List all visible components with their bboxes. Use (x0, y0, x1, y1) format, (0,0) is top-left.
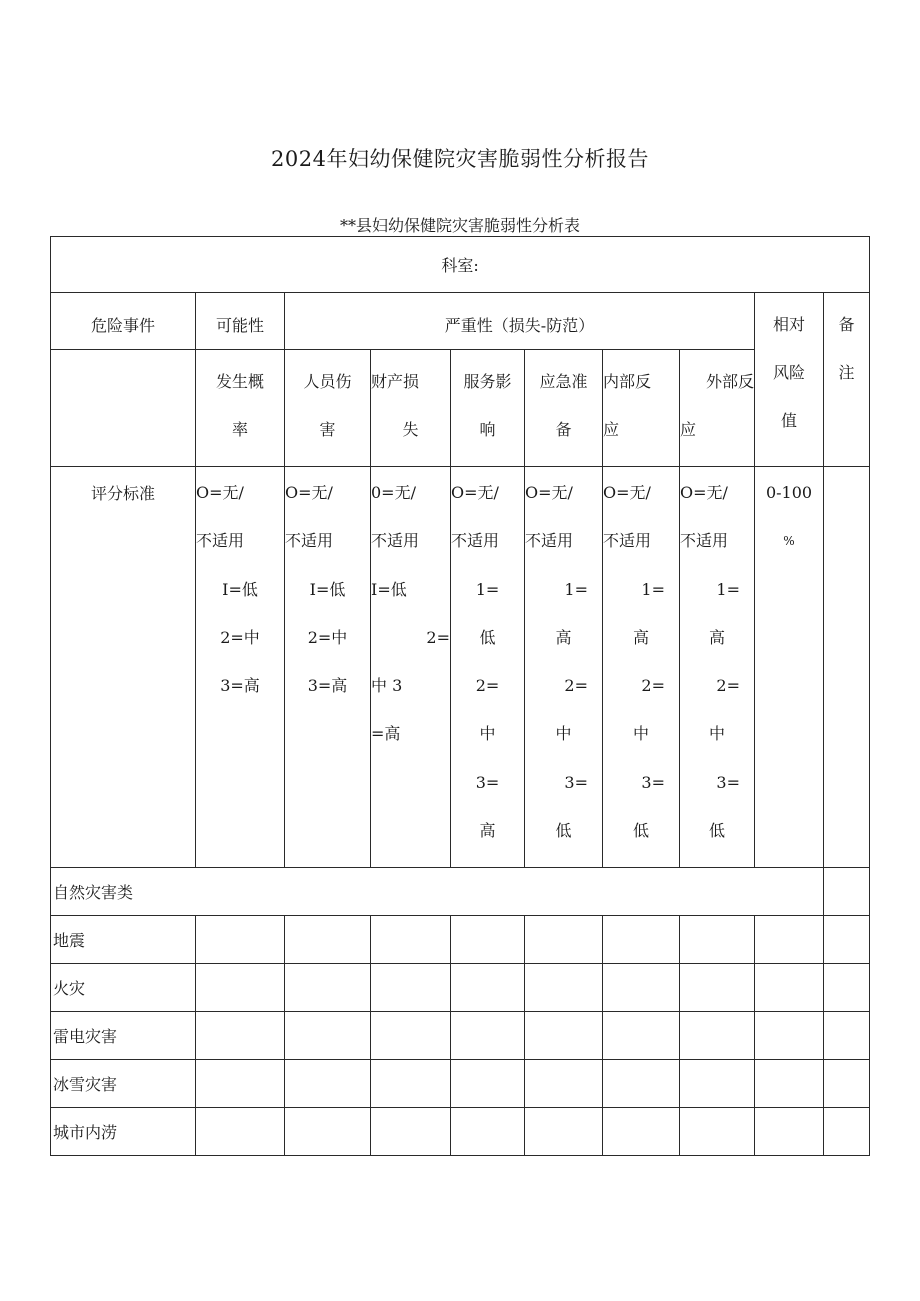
emergency-line-1: 应急准 (539, 372, 588, 391)
score-cell[interactable] (680, 1012, 755, 1060)
vulnerability-analysis-table (50, 236, 870, 1156)
header-hazard-event: 危险事件 (51, 293, 196, 350)
score-cell[interactable] (525, 916, 603, 964)
score-cell[interactable] (525, 1012, 603, 1060)
score-cell[interactable] (285, 1060, 371, 1108)
criteria-line: O=无/ (680, 483, 728, 502)
criteria-label: 评分标准 (51, 467, 196, 868)
criteria-line: 低 (708, 821, 725, 841)
criteria-line: 高 (632, 627, 649, 647)
score-cell[interactable] (680, 1060, 755, 1108)
score-cell[interactable] (525, 1060, 603, 1108)
score-cell[interactable] (525, 1108, 603, 1156)
header-occurrence-probability (196, 350, 285, 467)
hazard-earthquake: 地震 (51, 916, 196, 964)
criteria-line: 2= (716, 676, 740, 696)
score-cell[interactable] (371, 1108, 451, 1156)
criteria-line: 3=高 (220, 676, 260, 696)
criteria-line: 3=高 (307, 676, 348, 696)
criteria-property (371, 467, 451, 868)
criteria-line: =高 (371, 724, 401, 744)
criteria-line: 高 (479, 821, 496, 841)
criteria-line: 中 (479, 724, 496, 744)
criteria-line: 2= (564, 676, 588, 696)
criteria-relative-risk (755, 467, 824, 868)
injury-line-2: 害 (319, 420, 336, 439)
criteria-line: 0=无/ (371, 483, 416, 502)
department-label: 科室: (441, 256, 479, 275)
criteria-line: 2= (426, 627, 450, 647)
table-row (51, 1060, 870, 1108)
remarks-line-2: 注 (838, 363, 855, 382)
criteria-line: 1= (716, 579, 740, 599)
score-cell[interactable] (525, 964, 603, 1012)
criteria-line: 3= (716, 772, 740, 792)
table-title: **县妇幼保健院灾害脆弱性分析表 (339, 216, 580, 235)
remarks-line-1: 备 (838, 315, 855, 334)
criteria-line: 2= (641, 676, 665, 696)
department-cell (51, 237, 870, 293)
criteria-line: 不适用 (196, 531, 245, 551)
criteria-line: 低 (555, 821, 572, 841)
criteria-line: 不适用 (451, 531, 500, 551)
score-cell[interactable] (451, 1012, 525, 1060)
criteria-line: O=无/ (451, 483, 499, 502)
score-cell[interactable] (285, 1012, 371, 1060)
header-external-response (680, 350, 755, 467)
header-service-impact (451, 350, 525, 467)
table-row (51, 1012, 870, 1060)
criteria-line: 1= (475, 579, 500, 599)
header-severity: 严重性（损失-防范） (285, 293, 755, 350)
criteria-injury (285, 467, 371, 868)
header-personnel-injury (285, 350, 371, 467)
score-cell[interactable] (196, 1060, 285, 1108)
score-cell[interactable] (371, 964, 451, 1012)
header-internal-response (603, 350, 680, 467)
score-cell[interactable] (603, 1012, 680, 1060)
score-cell[interactable] (755, 1012, 824, 1060)
hazard-lightning: 雷电灾害 (51, 1012, 196, 1060)
criteria-line: 高 (555, 627, 572, 647)
occurrence-line-1: 发生概 (215, 372, 264, 391)
score-cell[interactable] (755, 964, 824, 1012)
criteria-line: I=低 (222, 579, 258, 599)
criteria-line: 2=中 (220, 627, 260, 647)
criteria-line: 3= (475, 772, 500, 792)
score-cell[interactable] (196, 916, 285, 964)
criteria-line: O=无/ (525, 483, 573, 502)
header-probability: 可能性 (196, 293, 285, 350)
criteria-line: 1= (641, 579, 665, 599)
criteria-line: 高 (708, 627, 725, 647)
service-line-2: 响 (479, 420, 496, 439)
score-cell[interactable] (196, 1012, 285, 1060)
criteria-line: 低 (479, 627, 496, 647)
occurrence-line-2: 率 (231, 420, 248, 439)
criteria-line: 3= (641, 772, 665, 792)
table-row (51, 964, 870, 1012)
criteria-line: 中 (555, 724, 572, 744)
score-cell[interactable] (603, 1060, 680, 1108)
criteria-external (680, 467, 755, 868)
internal-line-2: 应 (603, 420, 620, 439)
score-cell[interactable] (680, 916, 755, 964)
score-cell[interactable] (755, 1060, 824, 1108)
remarks-cell[interactable] (824, 1108, 870, 1156)
score-cell[interactable] (196, 1108, 285, 1156)
criteria-line: 不适用 (371, 531, 420, 551)
criteria-line: I=低 (309, 579, 346, 599)
injury-line-1: 人员伤 (303, 372, 352, 391)
score-cell[interactable] (755, 916, 824, 964)
criteria-line: 不适用 (603, 531, 652, 551)
score-cell[interactable] (451, 964, 525, 1012)
criteria-line: % (783, 534, 795, 549)
criteria-line: O=无/ (196, 483, 244, 502)
category-remarks-cell (824, 868, 870, 916)
relative-risk-line-3: 值 (780, 411, 797, 430)
criteria-line: 不适用 (285, 531, 334, 551)
relative-risk-line-1: 相对 (772, 315, 805, 334)
criteria-line: 中 3 (371, 676, 403, 696)
document-title: 2024年妇幼保健院灾害脆弱性分析报告 (271, 147, 649, 171)
score-cell[interactable] (451, 1108, 525, 1156)
hazard-urban-flooding: 城市内涝 (51, 1108, 196, 1156)
score-cell[interactable] (285, 964, 371, 1012)
score-cell[interactable] (451, 916, 525, 964)
hazard-snow-ice: 冰雪灾害 (51, 1060, 196, 1108)
criteria-probability (196, 467, 285, 868)
criteria-line: 3= (564, 772, 588, 792)
external-line-2: 应 (680, 420, 697, 439)
criteria-line: 不适用 (525, 531, 574, 551)
criteria-line: 不适用 (680, 531, 729, 551)
property-line-2: 失 (402, 420, 419, 439)
score-cell[interactable] (680, 1108, 755, 1156)
criteria-line: O=无/ (603, 483, 651, 502)
internal-line-1: 内部反 (603, 372, 652, 391)
score-cell[interactable] (371, 1060, 451, 1108)
score-cell[interactable] (285, 916, 371, 964)
property-line-1: 财产损 (371, 372, 420, 391)
score-cell[interactable] (755, 1108, 824, 1156)
remarks-cell[interactable] (824, 916, 870, 964)
remarks-cell[interactable] (824, 1012, 870, 1060)
emergency-line-2: 备 (555, 420, 572, 439)
score-cell[interactable] (680, 964, 755, 1012)
criteria-internal (603, 467, 680, 868)
criteria-line: 中 (632, 724, 649, 744)
table-row (51, 1108, 870, 1156)
criteria-line: 0-100 (765, 483, 813, 502)
score-cell[interactable] (603, 1108, 680, 1156)
score-cell[interactable] (371, 916, 451, 964)
category-natural-disasters: 自然灾害类 (51, 868, 824, 916)
header-empty-cell (51, 350, 196, 467)
criteria-line: 中 (708, 724, 725, 744)
hazard-fire: 火灾 (51, 964, 196, 1012)
criteria-line: 低 (632, 821, 649, 841)
score-cell[interactable] (196, 964, 285, 1012)
table-row (51, 916, 870, 964)
criteria-line: O=无/ (285, 483, 333, 502)
score-cell[interactable] (603, 916, 680, 964)
header-relative-risk (755, 293, 824, 467)
criteria-emergency (525, 467, 603, 868)
header-remarks (824, 293, 870, 467)
external-line-1: 外部反 (705, 372, 754, 391)
score-cell[interactable] (285, 1108, 371, 1156)
criteria-line: 2= (475, 676, 500, 696)
score-cell[interactable] (603, 964, 680, 1012)
criteria-line: I=低 (371, 579, 407, 599)
score-cell[interactable] (451, 1060, 525, 1108)
relative-risk-line-2: 风险 (772, 363, 805, 382)
score-cell[interactable] (371, 1012, 451, 1060)
header-emergency-preparedness (525, 350, 603, 467)
header-property-loss (371, 350, 451, 467)
remarks-cell[interactable] (824, 1060, 870, 1108)
criteria-service (451, 467, 525, 868)
criteria-line: 1= (564, 579, 588, 599)
service-line-1: 服务影 (463, 372, 512, 391)
criteria-line: 2=中 (307, 627, 348, 647)
remarks-cell[interactable] (824, 964, 870, 1012)
criteria-remarks (824, 467, 870, 868)
